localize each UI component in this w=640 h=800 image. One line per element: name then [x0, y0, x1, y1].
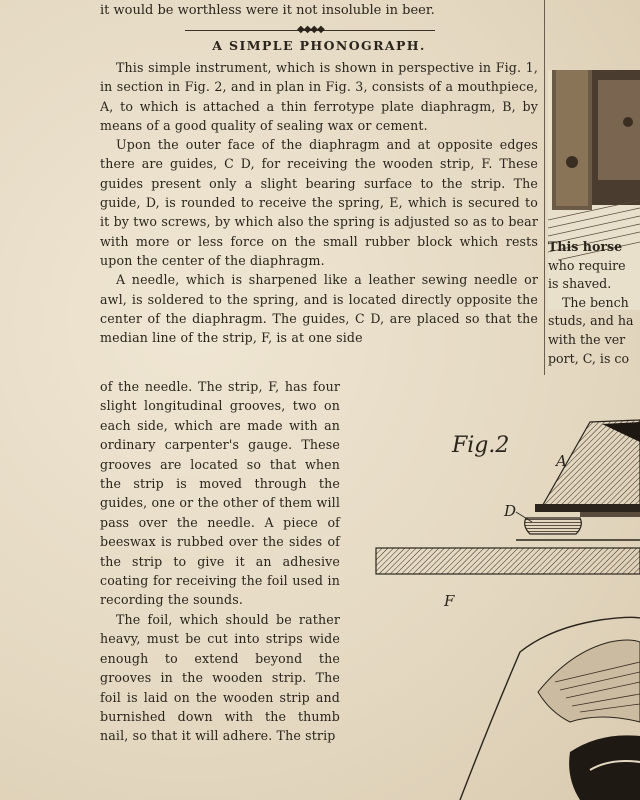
article-headline: A SIMPLE PHONOGRAPH. [212, 38, 426, 53]
article-body-wide [100, 58, 538, 347]
neighbor-line: port, C, is co [548, 350, 630, 366]
column-divider [544, 0, 545, 375]
neighbor-line: studs, and ha [548, 313, 634, 329]
neighbor-line: who require [548, 257, 626, 273]
paragraph: Upon the outer face of the diaphragm and at opposite edges there are guides, C D, for receiving the wooden strip, F. These guides present only a slight bearing surface to the strip. The guide, D, is rounded to receive the spring, E, which is secured to it by two screws, by which also the spring is adjusted so as to bear with more or less force on the small rubber block which rests upon the center of the diaphragm. [100, 137, 538, 268]
figure-title: Fig.2 [452, 433, 510, 458]
article-body-narrow [100, 377, 340, 746]
paragraph: The foil, which should be rather heavy, must be cut into strips wide enough to extend beyond the grooves in the wooden strip. The foil is laid on the wooden strip and burnished down with the thumb nail, so that it will adhere. The strip [100, 611, 340, 744]
neighbor-line: The bench [562, 294, 629, 310]
paragraph: This simple instrument, which is shown in perspective in Fig. 1, in section in Fig. 2, and in plan in Fig. 3, consists of a mouthpiece, A, to which is attached a thin ferrotype plate diaphragm, B, by means of a good quality of sealing wax or cement. [100, 60, 538, 133]
label-f: F [444, 592, 455, 610]
label-a: A [556, 452, 567, 470]
figure-2-engraving [340, 392, 640, 800]
neighbor-column-text [548, 238, 640, 368]
label-d: D [504, 502, 517, 520]
paragraph: of the needle. The strip, F, has four slight longitudinal grooves, two on each side, which are made with an ordinary carpenter's gauge. These grooves are located so that when the strip is moved through the guides, one or the other of them will pass over the needle. A piece of beeswax is rubbed over the sides of the strip to give it an adhesive coating for receiving the foil used in recording the sounds. [100, 379, 340, 608]
top-text-line: it would be worthless were it not insoluble in beer. [100, 3, 435, 18]
headline-rule [185, 24, 435, 35]
neighbor-line: This horse [548, 239, 623, 254]
neighbor-line: with the ver [548, 331, 626, 347]
paragraph: A needle, which is sharpened like a leather sewing needle or awl, is soldered to the spring, and is located directly opposite the center of the diaphragm. The guides, C D, are placed so that the median line of the strip, F, is at one side [100, 272, 538, 346]
rule-ornament: ◆◆◆◆ [297, 24, 324, 35]
neighbor-line: is shaved. [548, 276, 612, 292]
